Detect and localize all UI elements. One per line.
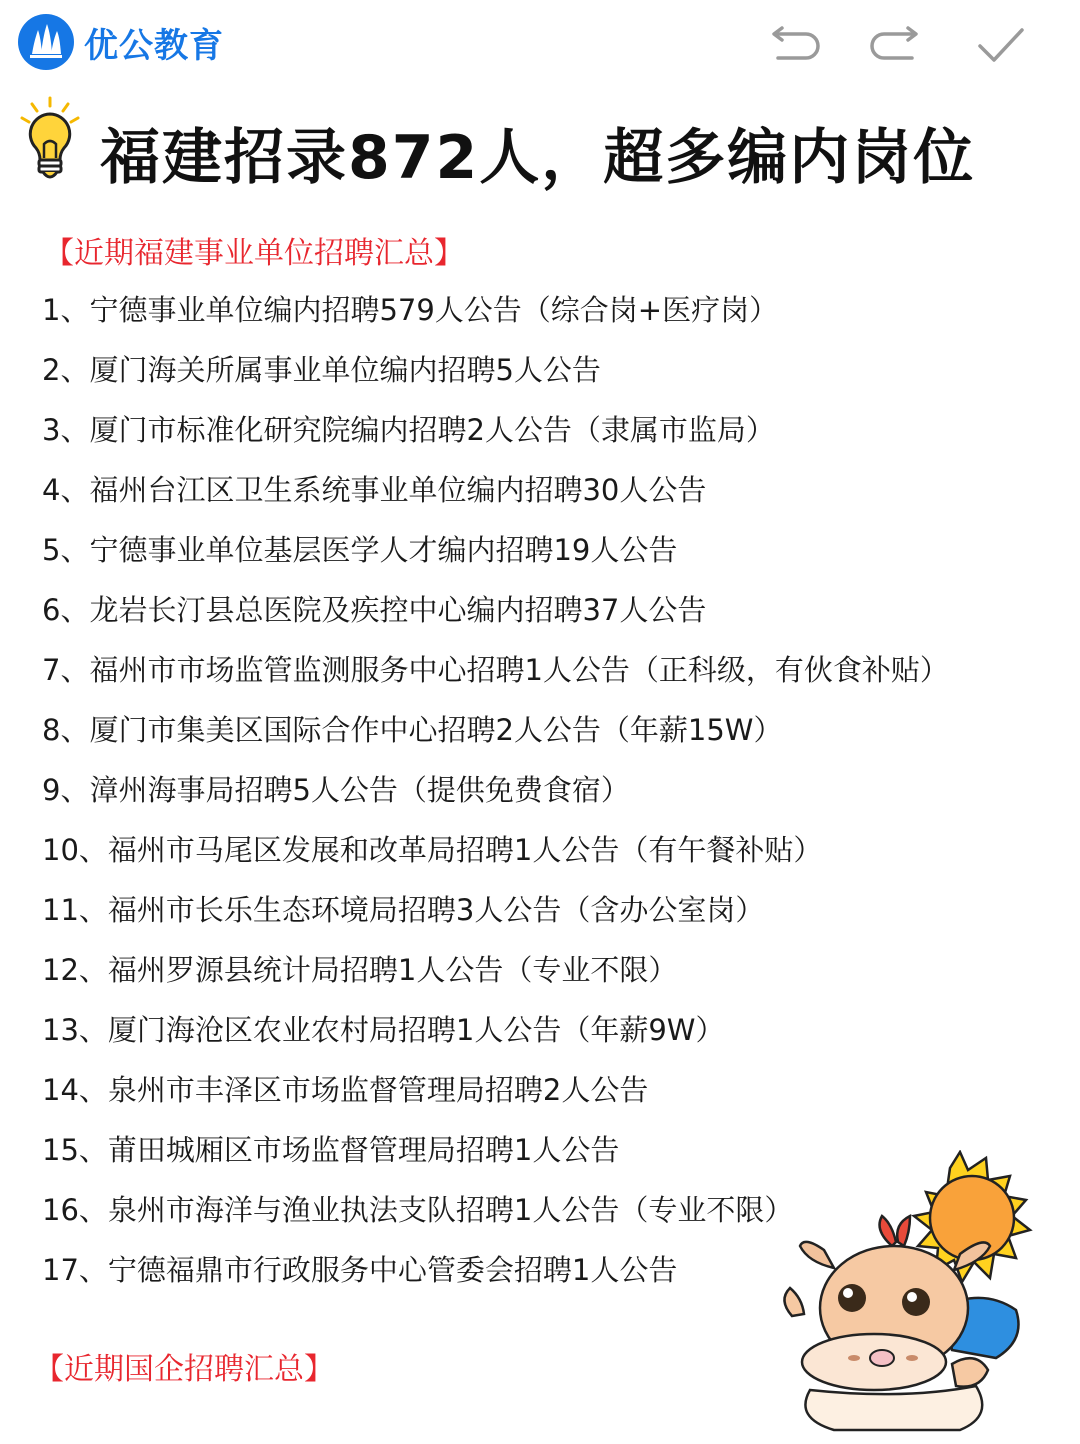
check-icon[interactable]: [972, 26, 1028, 66]
list-item: 17、宁德福鼎市行政服务中心管委会招聘1人公告: [42, 1253, 678, 1287]
mascot-illustration: [764, 1150, 1064, 1440]
list-item: 13、厦门海沧区农业农村局招聘1人公告（年薪9W）: [42, 1013, 725, 1047]
list-item: 10、福州市马尾区发展和改革局招聘1人公告（有午餐补贴）: [42, 833, 823, 867]
title-row: [0, 96, 1080, 196]
list-item: 8、厦门市集美区国际合作中心招聘2人公告（年薪15W）: [42, 713, 783, 747]
list-item: 4、福州台江区卫生系统事业单位编内招聘30人公告: [42, 473, 707, 507]
brand-name: 优公教育: [84, 26, 224, 66]
page-title: 福建招录872人，超多编内岗位: [100, 123, 976, 193]
list-item: 14、泉州市丰泽区市场监督管理局招聘2人公告: [42, 1073, 649, 1107]
list-item: 11、福州市长乐生态环境局招聘3人公告（含办公室岗）: [42, 893, 765, 927]
brand-logo: [18, 14, 74, 70]
top-bar: [0, 0, 1080, 92]
redo-icon[interactable]: [868, 26, 924, 66]
list-item: 1、宁德事业单位编内招聘579人公告（综合岗+医疗岗）: [42, 293, 779, 327]
list-item: 2、厦门海关所属事业单位编内招聘5人公告: [42, 353, 601, 387]
list-item: 9、漳州海事局招聘5人公告（提供免费食宿）: [42, 773, 630, 807]
list-item: 7、福州市市场监管监测服务中心招聘1人公告（正科级，有伙食补贴）: [42, 653, 949, 687]
list-item: 12、福州罗源县统计局招聘1人公告（专业不限）: [42, 953, 678, 987]
list-item: 16、泉州市海洋与渔业执法支队招聘1人公告（专业不限）: [42, 1193, 794, 1227]
section-heading-public-institutions: 【近期福建事业单位招聘汇总】: [44, 236, 464, 271]
list-item: 5、宁德事业单位基层医学人才编内招聘19人公告: [42, 533, 678, 567]
undo-icon[interactable]: [766, 26, 822, 66]
list-item: 6、龙岩长汀县总医院及疾控中心编内招聘37人公告: [42, 593, 707, 627]
section-heading-state-owned: 【近期国企招聘汇总】: [34, 1352, 334, 1387]
list-item: 3、厦门市标准化研究院编内招聘2人公告（隶属市监局）: [42, 413, 775, 447]
lightbulb-icon: [18, 96, 82, 188]
list-item: 15、莆田城厢区市场监督管理局招聘1人公告: [42, 1133, 620, 1167]
